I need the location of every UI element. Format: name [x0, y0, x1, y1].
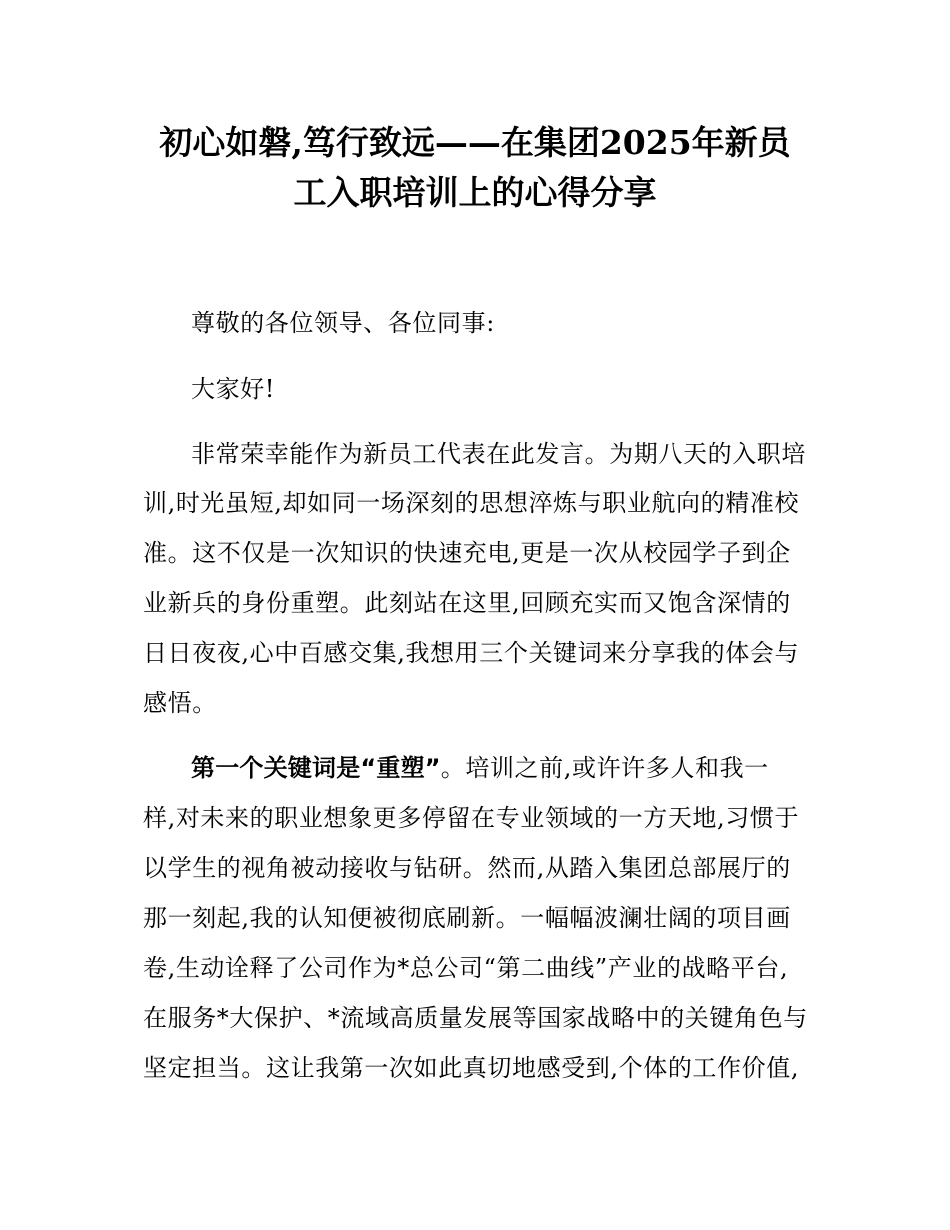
salutation: 尊敬的各位领导、各位同事:: [191, 309, 495, 337]
keyword-reshape: 第一个关键词是“重塑”: [191, 754, 441, 782]
paragraph-1-line-3: 准。这不仅是一次知识的快速充电,更是一次从校园学子到企: [143, 539, 791, 567]
paragraph-1-line-4: 业新兵的身份重塑。此刻站在这里,回顾充实而又饱含深情的: [143, 589, 791, 617]
paragraph-2-line-1-rest: 。培训之前,或许许多人和我一: [440, 754, 769, 782]
paragraph-2-line-4: 那一刻起,我的认知便被彻底刷新。一幅幅波澜壮阔的项目画: [143, 904, 791, 932]
paragraph-2-line-2: 样,对未来的职业想象更多停留在专业领域的一方天地,习惯于: [143, 804, 800, 832]
paragraph-2-line-6: 在服务*大保护、*流域高质量发展等国家战略中的关键角色与: [143, 1004, 808, 1032]
paragraph-1-line-6: 感悟。: [143, 689, 217, 717]
paragraph-2-line-3: 以学生的视角被动接收与钻研。然而,从踏入集团总部展厅的: [143, 854, 791, 882]
paragraph-1-line-5: 日日夜夜,心中百感交集,我想用三个关键词来分享我的体会与: [143, 639, 800, 667]
paragraph-2-line-1: [191, 753, 769, 783]
document-title-line-1: 初心如磐,笃行致远——在集团2025年新员: [159, 123, 791, 162]
paragraph-1-line-2: 训,时光虽短,却如同一场深刻的思想淬炼与职业航向的精准校: [143, 489, 800, 517]
greeting: 大家好!: [191, 375, 276, 403]
document-title-line-2: 工入职培训上的心得分享: [293, 173, 657, 212]
paragraph-2-line-5: 卷,生动诠释了公司作为*总公司“第二曲线”产业的战略平台,: [143, 954, 789, 982]
paragraph-2-line-7: 坚定担当。这让我第一次如此真切地感受到,个体的工作价值,: [143, 1054, 800, 1082]
paragraph-1-line-1: 非常荣幸能作为新员工代表在此发言。为期八天的入职培: [191, 440, 806, 468]
